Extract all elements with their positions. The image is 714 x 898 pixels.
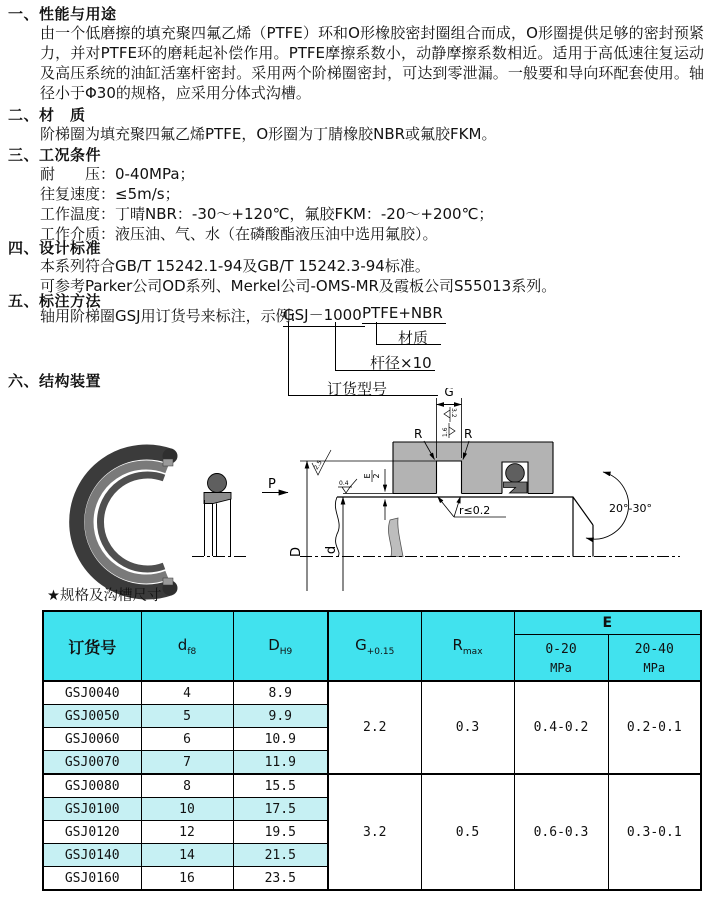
cell-order: GSJ0050 (43, 705, 141, 728)
col-header-E: E (514, 611, 701, 635)
condition-medium: 工作介质：液压油、气、水（在磷酸酯液压油中选用氟胶）。 (40, 225, 438, 243)
cell-D: 21.5 (233, 844, 328, 867)
dim-G: G (444, 388, 454, 399)
condition-temperature: 工作温度：丁晴NBR：-30～+120℃，氟胶FKM：-20～+200℃； (40, 205, 494, 223)
section-2-body: 阶梯圈为填充聚四氟乙烯PTFE，O形圈为丁腈橡胶NBR或氟胶FKM。 (40, 125, 497, 143)
cell-order: GSJ0080 (43, 774, 141, 798)
example-order-code: GSJ－1000 (283, 304, 365, 327)
cell-D: 8.9 (233, 681, 328, 705)
cell-d: 5 (141, 705, 233, 728)
section-1-body: 由一个低磨擦的填充聚四氟乙烯（PTFE）环和O形橡胶密封圈组合而成，O形圈提供足够的密封预紧力，并对PTFE环的磨耗起补偿作用。PTFE摩擦系数小，动静摩擦系数相近。适用于高低速往复运动及高压系统的油缸活塞杆密封。采用两个阶梯圈密封，可达到零泄漏。一般要和导向环配套使用。轴径小于Φ30的规格，应采用分体式沟槽。 (40, 24, 704, 102)
col-header-e-low: 0-20 MPa (514, 635, 608, 682)
col-header-order-no: 订货号 (43, 611, 141, 681)
cell-D: 19.5 (233, 821, 328, 844)
roughness-3-2 (444, 407, 457, 422)
cell-order: GSJ0160 (43, 867, 141, 891)
cell-G-group2: 3.2 (328, 774, 421, 890)
svg-text:E: E (363, 473, 372, 479)
section-5-heading: 五、标注方法 (8, 292, 102, 310)
col-header-e-high: 20-40 MPa (608, 635, 701, 682)
cell-d: 12 (141, 821, 233, 844)
col-header-d: $d_{f8}$ (141, 611, 233, 681)
cell-d: 6 (141, 728, 233, 751)
o-ring (506, 464, 525, 483)
section-1-heading: 一、性能与用途 (8, 5, 117, 23)
col-header-R: $R_{max}$ (421, 611, 514, 681)
svg-text:3.2: 3.2 (450, 408, 457, 418)
svg-text:2: 2 (372, 473, 381, 479)
cell-D: 10.9 (233, 728, 328, 751)
groove-section (289, 388, 680, 591)
chamfer-angle: 20°-30° (609, 502, 652, 515)
section-4-heading: 四、设计标准 (8, 239, 102, 257)
svg-text:2.5: 2.5 (312, 459, 324, 472)
col-header-G: $G_{+0.15}$ (328, 611, 421, 681)
table-row (43, 681, 701, 705)
condition-speed: 往复速度：≤5m/s； (40, 185, 180, 203)
col-header-D: $D_{H9}$ (233, 611, 328, 681)
cell-d: 4 (141, 681, 233, 705)
svg-text:0.4: 0.4 (339, 480, 349, 487)
radius-r-max: r≤0.2 (459, 504, 491, 517)
cell-e1-group1: 0.4-0.2 (514, 681, 608, 774)
cell-d: 10 (141, 798, 233, 821)
table-row (43, 774, 701, 798)
cell-order: GSJ0120 (43, 821, 141, 844)
cell-d: 7 (141, 751, 233, 775)
cell-order: GSJ0060 (43, 728, 141, 751)
cell-D: 17.5 (233, 798, 328, 821)
cell-D: 23.5 (233, 867, 328, 891)
cell-e2-group2: 0.3-0.1 (608, 774, 701, 890)
condition-pressure: 耐 压：0-40MPa； (40, 165, 195, 183)
o-ring-small (208, 474, 227, 493)
section-3-heading: 三、工况条件 (8, 146, 102, 164)
cell-G-group1: 2.2 (328, 681, 421, 774)
cell-d: 8 (141, 774, 233, 798)
structure-diagram (0, 388, 714, 600)
dim-E2 (363, 470, 381, 482)
table-title: ★规格及沟槽尺寸 (47, 588, 162, 604)
cell-order: GSJ0140 (43, 844, 141, 867)
roughness-1-6 (442, 423, 455, 438)
standard-line-2: 可参考Parker公司OD系列、Merkel公司-OMS-MR及霞板公司S55013系列。 (40, 277, 557, 295)
pressure-arrow (262, 477, 288, 493)
marking-intro: 轴用阶梯圈GSJ用订货号来标注，示例: (40, 307, 296, 325)
cell-e1-group2: 0.6-0.3 (514, 774, 608, 890)
cell-e2-group1: 0.2-0.1 (608, 681, 701, 774)
standard-line-1: 本系列符合GB/T 15242.1-94及GB/T 15242.3-94标准。 (40, 257, 430, 275)
callout-label-rod: 杆径×10 (370, 354, 432, 372)
example-material-code: PTFE+NBR (362, 304, 446, 324)
cell-order: GSJ0100 (43, 798, 141, 821)
cell-D: 9.9 (233, 705, 328, 728)
rod-break (388, 518, 403, 557)
roughness-0-4 (338, 479, 357, 493)
callout-label-material: 材质 (398, 329, 429, 347)
cell-d: 14 (141, 844, 233, 867)
section-6-heading: 六、结构装置 (8, 372, 102, 390)
svg-text:1.6: 1.6 (442, 427, 449, 437)
cell-D: 11.9 (233, 751, 328, 775)
cell-D: 15.5 (233, 774, 328, 798)
radius-R-right: R (464, 427, 473, 441)
section-2-heading: 二、材 质 (8, 106, 86, 124)
pressure-label: P (268, 477, 276, 492)
seal-ring-photo (77, 449, 178, 596)
cell-d: 16 (141, 867, 233, 891)
dim-D: D (289, 546, 304, 558)
cell-R-group1: 0.3 (421, 681, 514, 774)
cell-order: GSJ0070 (43, 751, 141, 775)
step-ring-small (204, 493, 231, 504)
cell-order: GSJ0040 (43, 681, 141, 705)
roughness-2-5 (312, 450, 331, 475)
callout-label-model: 订货型号 (327, 380, 388, 398)
seal-cross-section (192, 474, 247, 557)
cell-R-group2: 0.5 (421, 774, 514, 890)
dim-d: d (324, 545, 339, 555)
spec-table (42, 610, 702, 891)
radius-R-left: R (414, 427, 423, 441)
